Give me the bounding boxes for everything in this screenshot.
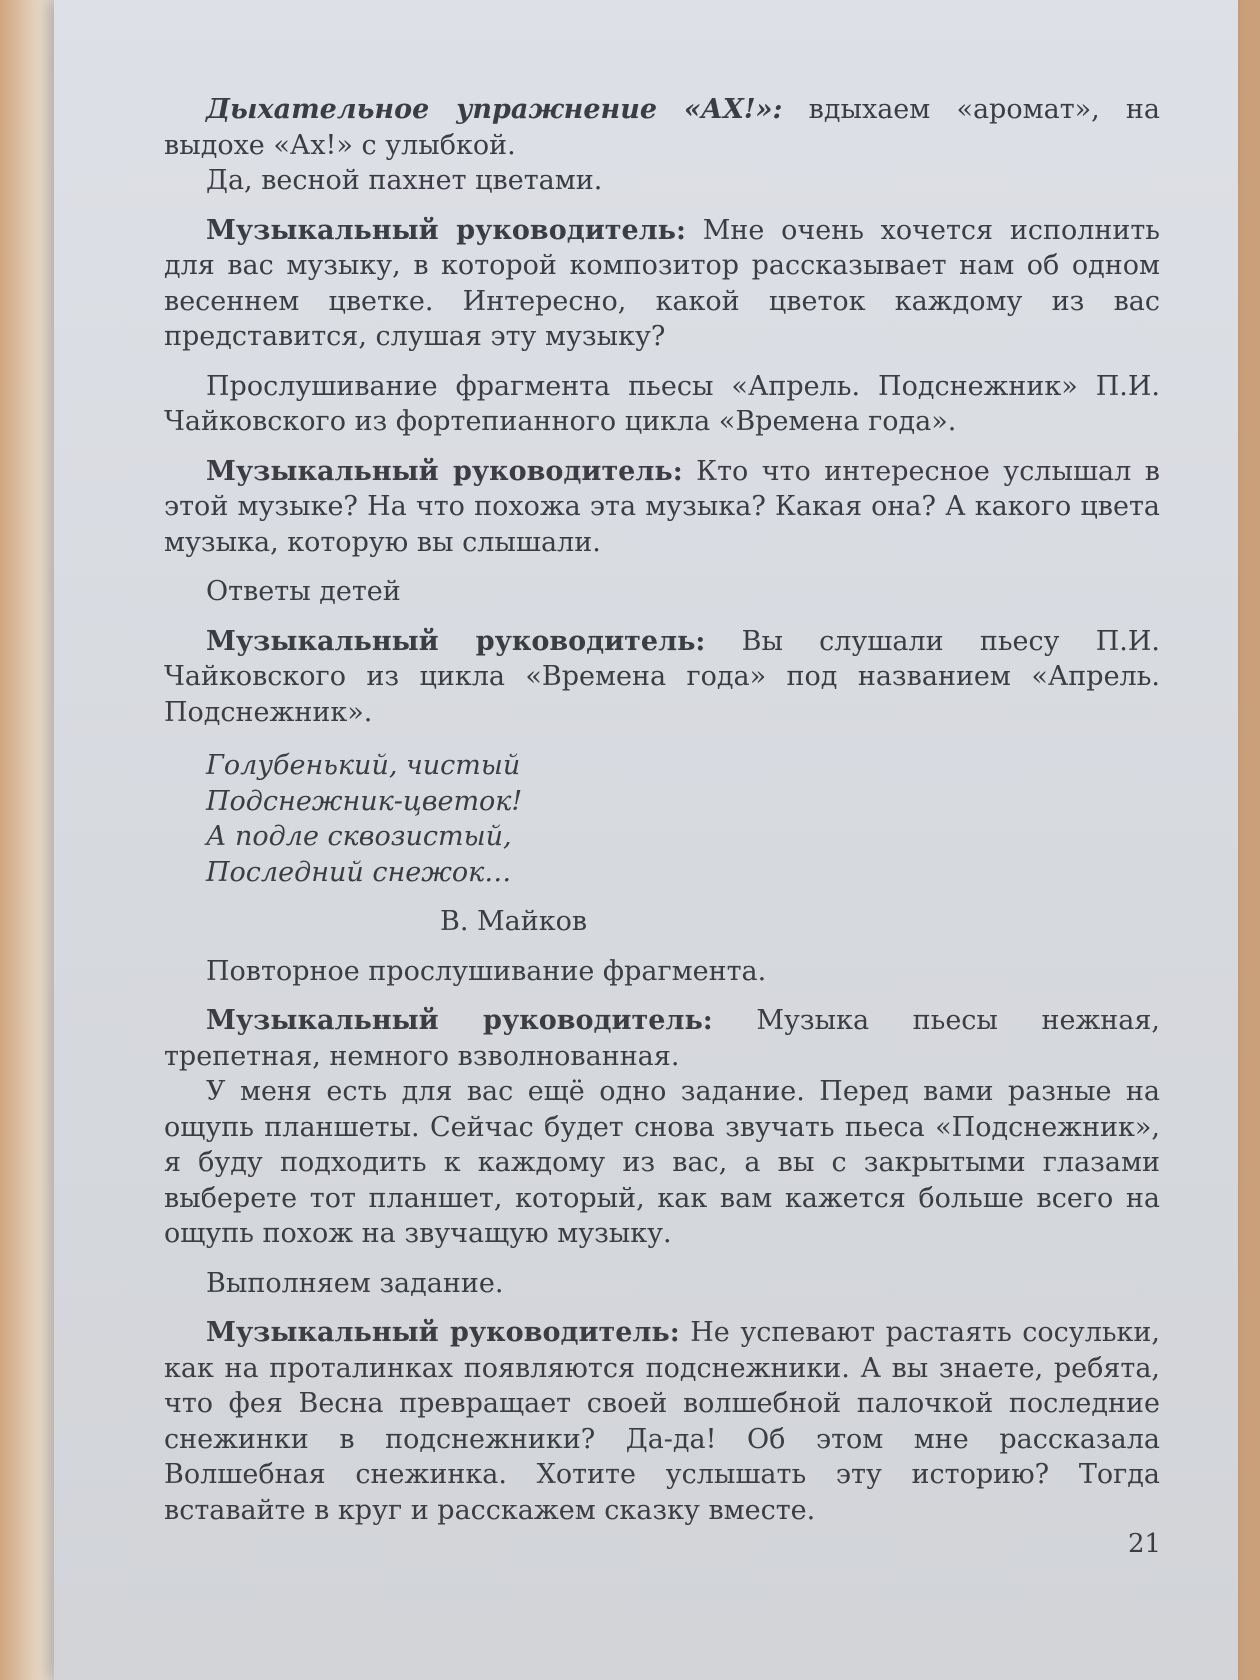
paragraph-director-5 bbox=[164, 1315, 1160, 1528]
paragraph-director-2 bbox=[164, 454, 1160, 561]
exercise-text: вдыхаем «аромат», на выдохе «Ах!» с улыбкой. bbox=[164, 94, 1160, 161]
speech-text: Вы слушали пьесу П.И. Чайковского из цикла «Времена года» под названием «Апрель. Подснежник». bbox=[164, 625, 1160, 728]
paragraph-answers: Ответы детей bbox=[206, 576, 401, 607]
poem-author: В. Майков bbox=[440, 906, 588, 937]
paragraph-director-3 bbox=[164, 624, 1160, 731]
paragraph-breathing bbox=[164, 92, 1160, 163]
paragraph-listening: Прослушивание фрагмента пьесы «Апрель. Подснежник» П.И. Чайковского из фортепианного цикла «Времена года». bbox=[164, 370, 1160, 437]
paragraph-director-4 bbox=[164, 1003, 1160, 1074]
paragraph-repeat: Повторное прослушивание фрагмента. bbox=[206, 955, 767, 987]
table-surface bbox=[0, 0, 58, 1680]
poem-line: Последний снежок… bbox=[206, 856, 512, 888]
paragraph-director-1 bbox=[164, 213, 1160, 355]
exercise-title: Дыхательное упражнение «АХ!»: bbox=[206, 94, 783, 125]
speaker-label: Музыкальный руководитель: bbox=[206, 214, 686, 246]
poem-line: Подснежник-цветок! bbox=[206, 785, 523, 817]
speech-text: Кто что интересное услышал в этой музыке? На что похожа эта музыка? Какая она? А какого цвета музыка, которую вы слышали. bbox=[164, 455, 1160, 558]
speaker-label: Музыкальный руководитель: bbox=[206, 625, 706, 657]
speaker-label: Музыкальный руководитель: bbox=[206, 455, 683, 487]
speaker-label: Музыкальный руководитель: bbox=[206, 1317, 680, 1348]
speaker-label: Музыкальный руководитель: bbox=[206, 1005, 713, 1036]
poem-line: Голубенький, чистый bbox=[206, 750, 521, 781]
speech-text: Мне очень хочется исполнить для вас музыку, в которой композитор рассказывает нам об одном весеннем цветке. Интересно, какой цветок каждому из вас представится, слушая эту музыку? bbox=[164, 214, 1160, 352]
paragraph-spring: Да, весной пахнет цветами. bbox=[206, 165, 603, 196]
page-body bbox=[164, 92, 1160, 1528]
paragraph-do-task: Выполняем задание. bbox=[206, 1267, 504, 1299]
poem bbox=[206, 748, 1160, 890]
paragraph-task: У меня есть для вас ещё одно задание. Перед вами разные на ощупь планшеты. Сейчас будет снова звучать пьеса «Подснежник», я буду подходить к каждому из вас, а вы с закрытыми глазами выберете тот планшет, который, как вам кажется больше всего на ощупь похож на звучащую музыку. bbox=[164, 1076, 1160, 1249]
speech-text: Не успевают растаять сосульки, как на проталинках появляются подснежники. А вы знаете, ребята, что фея Весна превращает своей волшебной палочкой последние снежинки в подснежники? Да-да! Об этом мне рассказала Волшебная снежинка. Хотите услышать эту историю? Тогда вставайте в круг и расскажем сказку вместе. bbox=[164, 1317, 1160, 1526]
poem-line: А подле сквозистый, bbox=[206, 821, 512, 852]
page-number: 21 bbox=[1128, 1529, 1162, 1559]
speech-text: Музыка пьесы нежная, трепетная, немного взволнованная. bbox=[164, 1005, 1160, 1072]
